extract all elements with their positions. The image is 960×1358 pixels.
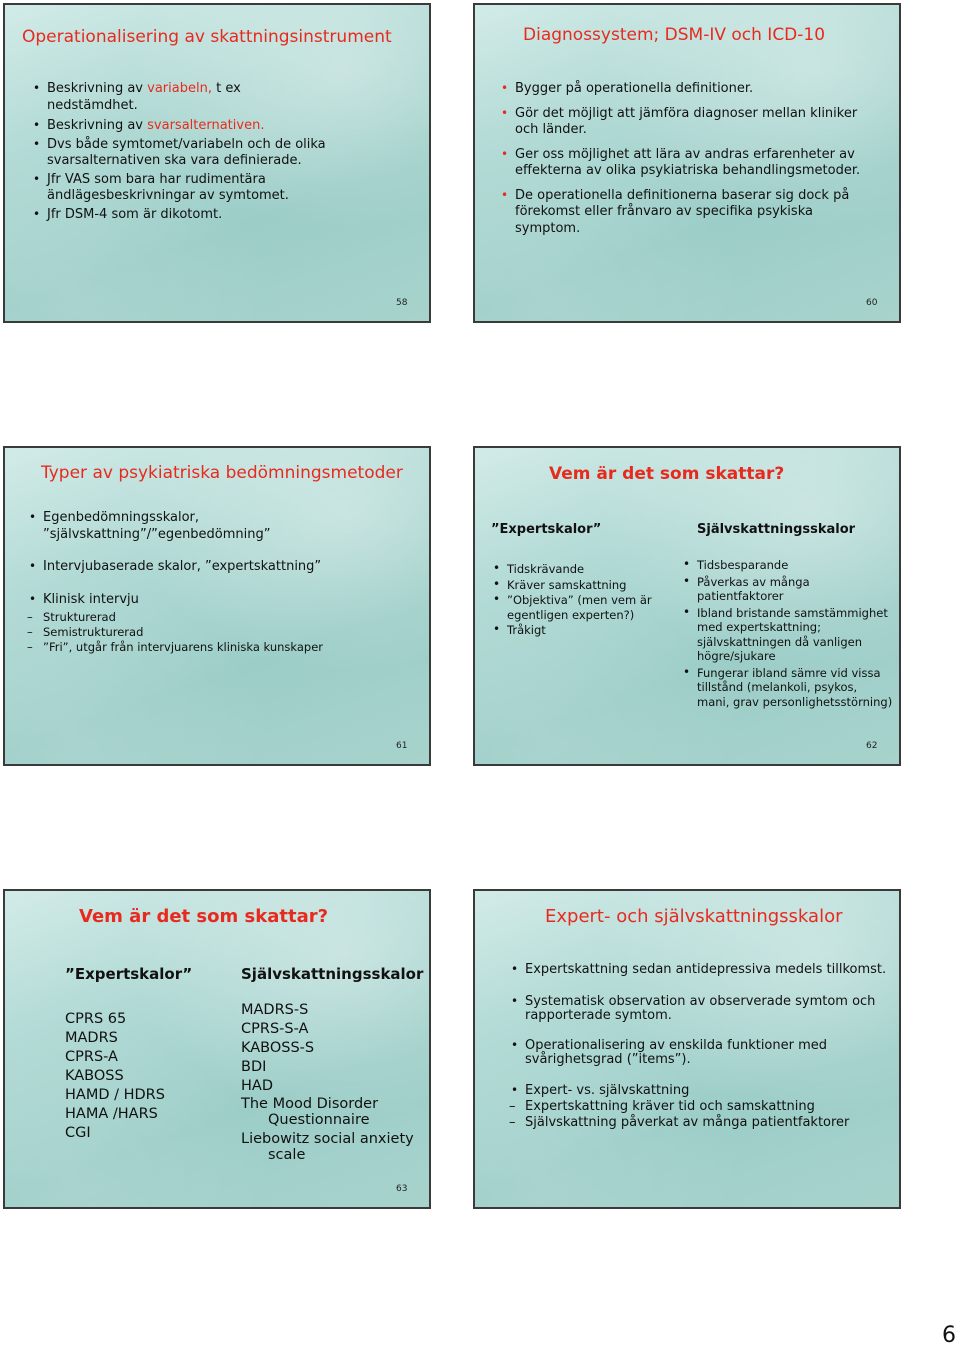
list-item: • Beskrivning av variabeln, t ex nedstämdhet.	[31, 81, 331, 114]
slide-number: 63	[396, 1184, 408, 1194]
column-heading-expert: ”Expertskalor”	[491, 522, 602, 537]
slide-number: 60	[866, 298, 878, 308]
slide-number: 62	[866, 741, 878, 751]
list-item: • Jfr DSM-4 som är dikotomt.	[31, 207, 331, 224]
slide-title: Expert- och självskattningsskalor	[545, 906, 843, 927]
list-item: – ”Fri”, utgår från intervjuarens kliniska kunskaper	[27, 640, 387, 655]
page-number: 6	[942, 1323, 956, 1348]
list-item: The Mood Disorder	[241, 1096, 379, 1112]
list-item: – Expertskattning kräver tid och samskattning	[509, 1099, 889, 1115]
slide-63	[3, 889, 431, 1209]
list-item: • Klinisk intervju – Strukturerad – Semistrukturerad – ”Fri”, utgår från intervjuarens kliniska kunskaper	[27, 592, 387, 656]
list-item: – Strukturerad	[27, 610, 387, 625]
list-item: • Ger oss möjlighet att lära av andras erfarenheter av effekterna av olika psykiatriska behandlingsmetoder.	[499, 147, 869, 180]
list-item: • Dvs både symtomet/variabeln och de olika svarsalternativen ska vara definierade.	[31, 137, 331, 170]
list-item: • De operationella definitionerna baserar sig dock på förekomst eller frånvaro av specifika psykiska symptom.	[499, 188, 869, 238]
list-item: HAD	[241, 1078, 273, 1094]
sub-list	[509, 1099, 889, 1131]
list-item: CGI	[65, 1125, 91, 1141]
list-item: MADRS	[65, 1030, 118, 1046]
list-item: CPRS 65	[65, 1011, 127, 1027]
slide-number: 61	[396, 741, 408, 751]
slide-62	[473, 446, 901, 766]
slide-61	[3, 446, 431, 766]
list-item: • Beskrivning av svarsalternativen.	[31, 118, 331, 135]
list-item: • Expertskattning sedan antidepressiva medels tillkomst.	[509, 963, 889, 977]
slide-title: Typer av psykiatriska bedömningsmetoder	[41, 463, 403, 483]
list-item: • Egenbedömningsskalor, ”självskattning”/”egenbedömning”	[27, 510, 387, 543]
slide-number: 58	[396, 298, 408, 308]
list-item: • Påverkas av många patientfaktorer	[681, 575, 893, 604]
list-item: BDI	[241, 1059, 267, 1075]
list-item: CPRS-S-A	[241, 1021, 309, 1037]
bullet-list	[499, 81, 869, 241]
column-heading-expert: ”Expertskalor”	[65, 965, 193, 983]
list-item: • Bygger på operationella definitioner.	[499, 81, 869, 98]
expert-list	[491, 562, 656, 642]
self-list	[681, 558, 893, 713]
column-heading-self: Självskattningsskalor	[697, 522, 856, 537]
slide-60	[473, 3, 901, 323]
list-item: • Jfr VAS som bara har rudimentära ändlägesbeskrivningar av symtomet.	[31, 172, 331, 205]
bullet-list	[509, 963, 889, 1135]
slide-title: Operationalisering av skattningsinstrument	[22, 27, 392, 47]
list-item: KABOSS-S	[241, 1040, 315, 1056]
list-item: • Tidsbesparande	[681, 558, 893, 573]
list-item: • ”Objektiva” (men vem är egentligen experten?)	[491, 593, 656, 622]
list-item: Liebowitz social anxiety	[241, 1131, 414, 1147]
list-item: • Fungerar ibland sämre vid vissa tillstånd (melankoli, psykos, mani, grav personlighetsstörning)	[681, 666, 893, 710]
list-item: HAMD / HDRS	[65, 1087, 165, 1103]
list-item: • Expert- vs. självskattning – Expertskattning kräver tid och samskattning – Självskattning påverkat av många patientfaktorer	[509, 1083, 889, 1131]
list-item: • Operationalisering av enskilda funktioner med svårighetsgrad (”items”).	[509, 1039, 889, 1067]
expert-scale-list	[65, 1010, 165, 1143]
list-item: KABOSS	[65, 1068, 124, 1084]
list-item: • Gör det möjligt att jämföra diagnoser mellan kliniker och länder.	[499, 106, 869, 139]
bullet-list	[31, 81, 331, 227]
list-item: • Tråkigt	[491, 623, 656, 638]
list-item: – Självskattning påverkat av många patientfaktorer	[509, 1115, 889, 1131]
list-item: • Systematisk observation av observerade symtom och rapporterade symtom.	[509, 995, 889, 1023]
list-item: • Kräver samskattning	[491, 578, 656, 593]
list-item: • Tidskrävande	[491, 562, 656, 577]
list-item: HAMA /HARS	[65, 1106, 158, 1122]
list-item: • Intervjubaserade skalor, ”expertskattning”	[27, 559, 387, 576]
list-item: MADRS-S	[241, 1002, 309, 1018]
list-item: – Semistrukturerad	[27, 625, 387, 640]
slide-title: Diagnossystem; DSM-IV och ICD-10	[523, 25, 826, 45]
bullet-list	[27, 510, 387, 659]
list-item: • Ibland bristande samstämmighet med expertskattning; självskattningen då vanligen högre/sjukare	[681, 606, 893, 664]
self-scale-list	[241, 1001, 414, 1163]
sub-list	[27, 610, 387, 655]
slide-64	[473, 889, 901, 1209]
list-item: CPRS-A	[65, 1049, 118, 1065]
slide-title: Vem är det som skattar?	[549, 464, 785, 484]
slide-58	[3, 3, 431, 323]
list-item: scale	[268, 1147, 306, 1163]
list-item: Questionnaire	[268, 1112, 370, 1128]
column-heading-self: Självskattningsskalor	[241, 965, 424, 983]
slide-title: Vem är det som skattar?	[79, 906, 329, 927]
